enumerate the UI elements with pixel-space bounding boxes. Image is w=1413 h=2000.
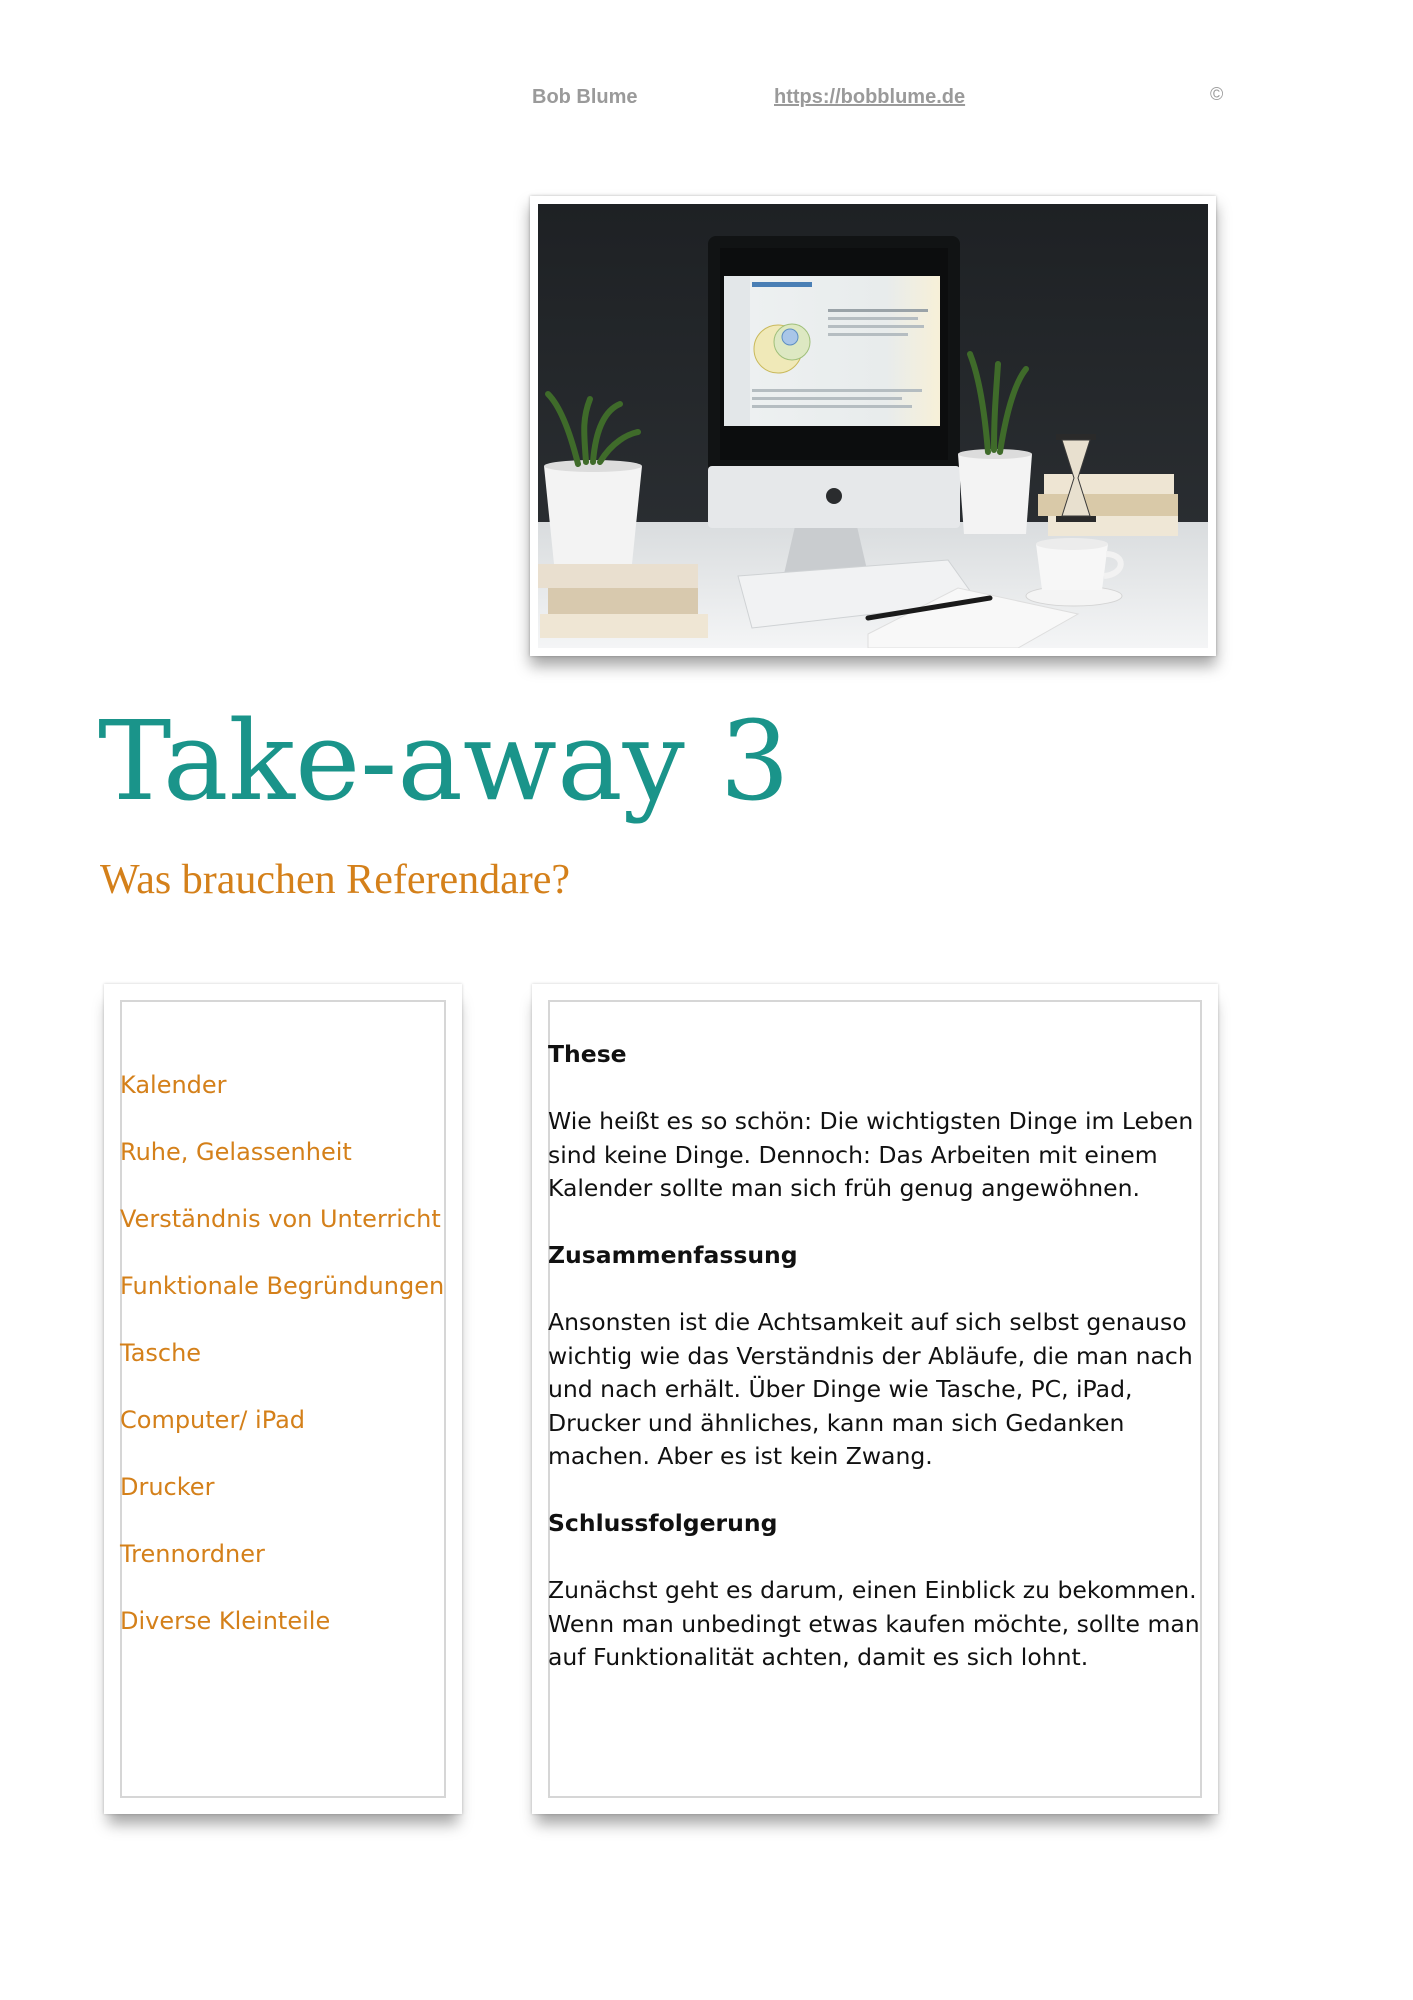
section-heading-schlussfolgerung: Schlussfolgerung: [548, 1509, 778, 1537]
header-url-link[interactable]: https://bobblume.de: [774, 86, 966, 108]
list-item: Funktionale Begründungen: [120, 1272, 445, 1300]
header-author: Bob Blume: [532, 86, 638, 108]
page-subtitle: Was brauchen Referendare?: [100, 857, 570, 903]
section-heading-zusammenfassung: Zusammenfassung: [548, 1241, 798, 1269]
section-text-zusammenfassung: Ansonsten ist die Achtsamkeit auf sich selbst genauso wichtig wie das Verständnis der Abläufe, die man nach und nach erhält. Über Dinge wie Tasche, PC, iPad, Drucker und ähnliches, kann man sich Gedanken machen. Aber es ist kein Zwang.: [548, 1308, 1193, 1470]
list-item: Ruhe, Gelassenheit: [120, 1138, 352, 1166]
desk-computer-photo: [538, 204, 1208, 648]
photo-frame: [530, 196, 1216, 656]
checklist: [120, 1070, 444, 1673]
section-text-these: Wie heißt es so schön: Die wichtigsten Dinge im Leben sind keine Dinge. Dennoch: Das Arbeiten mit einem Kalender sollte man sich früh genug angewöhnen.: [548, 1107, 1194, 1202]
list-item: Drucker: [120, 1473, 215, 1501]
list-item: Diverse Kleinteile: [120, 1607, 331, 1635]
list-item: Computer/ iPad: [120, 1406, 306, 1434]
list-item: Trennordner: [120, 1540, 265, 1568]
list-item: Kalender: [120, 1071, 227, 1099]
list-item: Tasche: [120, 1339, 202, 1367]
copyright-icon: ©: [1210, 84, 1224, 104]
page-title: Take-away 3: [98, 697, 790, 825]
section-heading-these: These: [548, 1040, 627, 1068]
list-item: Verständnis von Unterricht: [120, 1205, 441, 1233]
content-text: [548, 1038, 1208, 1708]
section-text-schlussfolgerung: Zunächst geht es darum, einen Einblick zu bekommen. Wenn man unbedingt etwas kaufen möchte, sollte man auf Funktionalität achten, damit es sich lohnt.: [548, 1576, 1200, 1671]
